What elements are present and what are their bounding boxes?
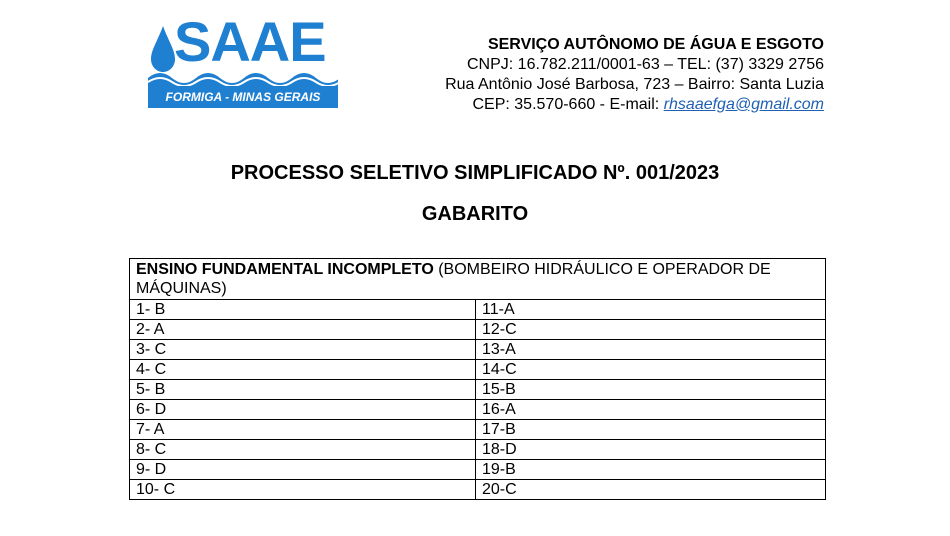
- logo-text: SAAE: [174, 10, 326, 73]
- email-link[interactable]: rhsaaefga@gmail.com: [663, 96, 824, 113]
- waves-icon: [148, 66, 338, 86]
- logo-tagline: FORMIGA - MINAS GERAIS: [148, 86, 338, 108]
- organization-info: [445, 35, 824, 115]
- answer-cell: 10- C: [130, 480, 476, 500]
- cnpj-phone-line: CNPJ: 16.782.211/0001-63 – TEL: (37) 3329 2756: [467, 56, 824, 73]
- table-row: [130, 300, 826, 320]
- table-row: [130, 480, 826, 500]
- answer-cell: 5- B: [130, 380, 476, 400]
- saae-logo: [148, 10, 338, 110]
- answer-cell: 18-D: [476, 440, 826, 460]
- table-row: [130, 340, 826, 360]
- table-row: [130, 320, 826, 340]
- answer-cell: 20-C: [476, 480, 826, 500]
- answer-cell: 14-C: [476, 360, 826, 380]
- answer-cell: 7- A: [130, 420, 476, 440]
- table-row: [130, 380, 826, 400]
- answer-cell: 4- C: [130, 360, 476, 380]
- address-line: Rua Antônio José Barbosa, 723 – Bairro: Santa Luzia: [445, 76, 824, 93]
- table-row: [130, 360, 826, 380]
- document-title: PROCESSO SELETIVO SIMPLIFICADO Nº. 001/2023: [230, 162, 720, 184]
- answer-cell: 17-B: [476, 420, 826, 440]
- answer-cell: 3- C: [130, 340, 476, 360]
- answer-cell: 11-A: [476, 300, 826, 320]
- answer-cell: 9- D: [130, 460, 476, 480]
- document-subtitle: GABARITO: [421, 203, 529, 225]
- answer-cell: 2- A: [130, 320, 476, 340]
- answer-cell: 16-A: [476, 400, 826, 420]
- cep-text: CEP: 35.570-660 - E-mail:: [472, 96, 664, 113]
- table-heading-rest: (BOMBEIRO HIDRÁULICO E OPERADOR DE MÁQUINAS): [136, 261, 771, 297]
- cep-email-line: [445, 95, 824, 115]
- answer-cell: 6- D: [130, 400, 476, 420]
- table-header-row: [130, 259, 826, 300]
- table-row: [130, 440, 826, 460]
- table-row: [130, 420, 826, 440]
- answer-cell: 12-C: [476, 320, 826, 340]
- table-row: [130, 460, 826, 480]
- answer-key-table: [129, 258, 826, 500]
- organization-name: SERVIÇO AUTÔNOMO DE ÁGUA E ESGOTO: [487, 36, 824, 53]
- answer-cell: 1- B: [130, 300, 476, 320]
- answer-cell: 15-B: [476, 380, 826, 400]
- table-row: [130, 400, 826, 420]
- answer-cell: 8- C: [130, 440, 476, 460]
- answer-cell: 19-B: [476, 460, 826, 480]
- table-heading-bold: ENSINO FUNDAMENTAL INCOMPLETO: [136, 261, 434, 278]
- table-heading: [130, 259, 826, 300]
- answer-cell: 13-A: [476, 340, 826, 360]
